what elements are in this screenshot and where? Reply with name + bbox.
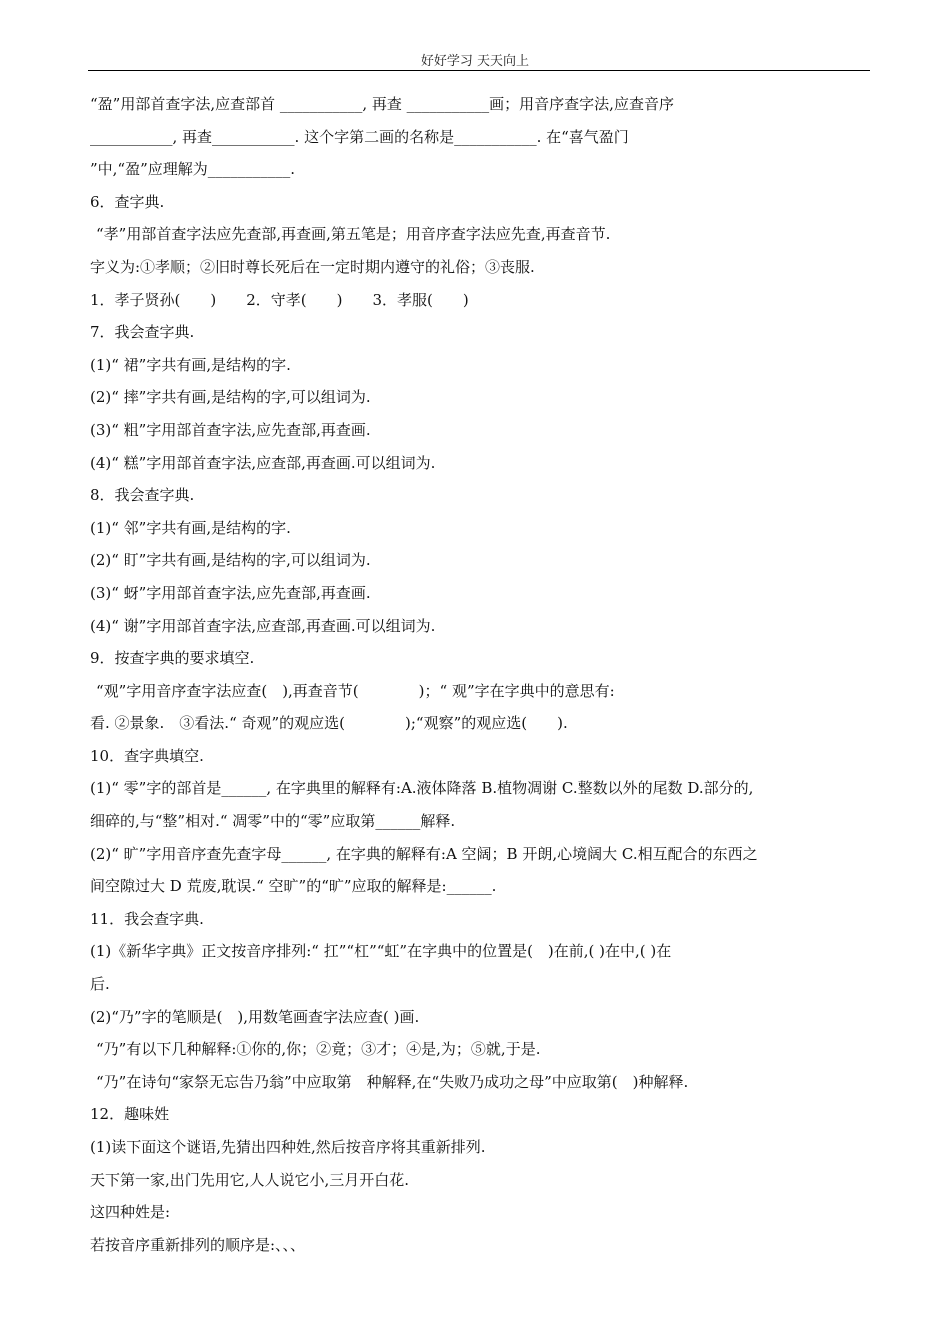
- q10-item-2b: 间空隙过大 D 荒废,耽误.“ 空旷”的“旷”应取的解释是:______.: [90, 877, 497, 896]
- q12-riddle: 天下第一家,出门先用它,人人说它小,三月开白花.: [90, 1170, 410, 1189]
- header-rule: [88, 70, 870, 71]
- q7-item-1: (1)“ 裙”字共有画,是结构的字.: [90, 355, 291, 374]
- q6-heading: 6．查字典.: [90, 192, 165, 211]
- q9-line-1: “观”字用音序查字法应查( ),再查音节( )；“ 观”字在字典中的意思有:: [96, 681, 615, 700]
- q7-item-4: (4)“ 糕”字用部首查字法,应查部,再查画.可以组词为.: [90, 453, 436, 472]
- q7-heading: 7．我会查字典.: [90, 323, 195, 342]
- q8-item-1: (1)“ 邻”字共有画,是结构的字.: [90, 518, 291, 537]
- q11-item-1a: (1)《新华字典》正文按音序排列:“ 扛”“杠”“虹”在字典中的位置是( )在前,( )在中,( )在: [90, 942, 672, 961]
- q11-item-2-question: “乃”在诗句“家祭无忘告乃翁”中应取第 种解释,在“失败乃成功之母”中应取第( )种解释.: [96, 1072, 689, 1091]
- q12-heading: 12．趣味姓: [90, 1105, 170, 1124]
- q8-item-2: (2)“ 盯”字共有画,是结构的字,可以组词为.: [90, 551, 371, 570]
- q8-item-4: (4)“ 谢”字用部首查字法,应查部,再查画.可以组词为.: [90, 616, 436, 635]
- q5-line-1: “盈”用部首查字法,应查部首 ___________, 再查 ___________画；用音序查字法,应查音序: [90, 95, 674, 113]
- q11-item-1b: 后.: [90, 975, 110, 994]
- q10-item-1a: (1)“ 零”字的部首是______, 在字典里的解释有:A.液体降落 B.植物凋谢 C.整数以外的尾数 D.部分的,: [90, 779, 754, 798]
- q7-item-3: (3)“ 粗”字用部首查字法,应先查部,再查画.: [90, 420, 371, 439]
- q5-line-3: ”中,“盈”应理解为___________.: [90, 160, 296, 179]
- q6-line-2: 字义为:①孝顺；②旧时尊长死后在一定时期内遵守的礼俗；③丧服.: [90, 257, 535, 276]
- q10-heading: 10．查字典填空.: [90, 746, 204, 765]
- q12-answer-2: 若按音序重新排列的顺序是:、、、: [90, 1235, 306, 1254]
- q12-item-1: (1)读下面这个谜语,先猜出四种姓,然后按音序将其重新排列.: [90, 1138, 486, 1156]
- q10-item-2a: (2)“ 旷”字用音序查先查字母______, 在字典的解释有:A 空阔；B 开朗,心境阔大 C.相互配合的东西之: [90, 844, 758, 863]
- page-header: 好好学习 天天向上: [420, 54, 530, 69]
- q9-heading: 9．按查字典的要求填空.: [90, 649, 255, 668]
- q8-heading: 8．我会查字典.: [90, 486, 195, 505]
- q12-answer-1: 这四种姓是:: [90, 1203, 171, 1222]
- q6-line-1: “孝”用部首查字法应先查部,再查画,第五笔是；用音序查字法应先查,再查音节.: [96, 225, 611, 244]
- document-body: [90, 88, 865, 1261]
- q7-item-2: (2)“ 摔”字共有画,是结构的字,可以组词为.: [90, 388, 371, 407]
- q11-heading: 11．我会查字典.: [90, 909, 204, 928]
- q11-item-2-defs: “乃”有以下几种解释:①你的,你；②竟；③才；④是,为；⑤就,于是.: [96, 1040, 541, 1059]
- q10-item-1b: 细碎的,与“整”相对.“ 凋零”中的“零”应取第______解释.: [90, 812, 456, 831]
- q9-line-2: 看. ②景象. ③看法.“ 奇观”的观应选( );“观察”的观应选( ).: [90, 714, 568, 733]
- q6-line-3: 1．孝子贤孙( ) 2．守孝( ) 3．孝服( ): [90, 290, 469, 309]
- q5-line-2: ___________, 再查___________. 这个字第二画的名称是___________. 在“喜气盈门: [90, 127, 629, 146]
- q11-item-2: (2)“乃”字的笔顺是( ),用数笔画查字法应查( )画.: [90, 1007, 420, 1026]
- q8-item-3: (3)“ 蚜”字用部首查字法,应先查部,再查画.: [90, 583, 371, 602]
